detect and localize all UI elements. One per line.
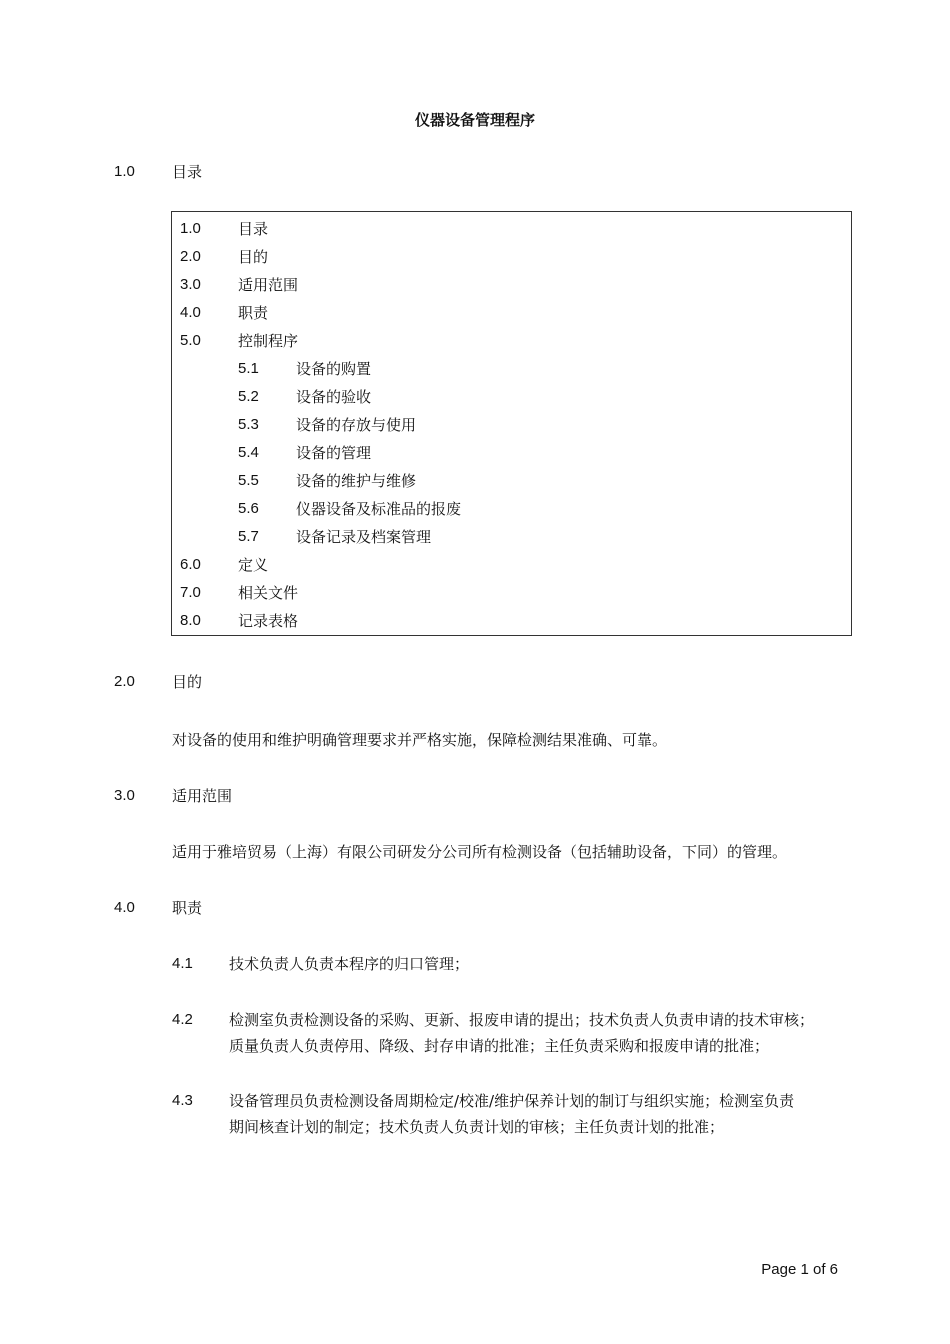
subsection-text-line: 质量负责人负责停用、降级、封存申请的批准；主任负责采购和报废申请的批准； bbox=[229, 1037, 770, 1055]
toc-item-label: 设备的维护与维修 bbox=[296, 472, 417, 490]
toc-item-number: 5.1 bbox=[238, 360, 259, 377]
toc-item-number: 7.0 bbox=[180, 584, 201, 601]
toc-item-label: 设备的验收 bbox=[296, 388, 372, 406]
toc-item-number: 4.0 bbox=[180, 304, 201, 321]
subsection-text: 技术负责人负责本程序的归口管理； bbox=[229, 955, 470, 973]
section-heading: 目的 bbox=[172, 673, 203, 691]
subsection-text-line: 期间核查计划的制定；技术负责人负责计划的审核；主任负责计划的批准； bbox=[229, 1118, 725, 1136]
toc-item-number: 5.6 bbox=[238, 500, 259, 517]
toc-item-number: 2.0 bbox=[180, 248, 201, 265]
section-number: 2.0 bbox=[114, 673, 135, 690]
toc-item-label: 定义 bbox=[238, 556, 269, 574]
document-title: 仪器设备管理程序 bbox=[414, 111, 535, 129]
toc-item-label: 适用范围 bbox=[238, 276, 299, 294]
subsection-text-line: 检测室负责检测设备的采购、更新、报废申请的提出；技术负责人负责申请的技术审核； bbox=[229, 1011, 815, 1029]
subsection-number: 4.3 bbox=[172, 1092, 193, 1109]
table-of-contents bbox=[171, 211, 852, 636]
toc-item-number: 5.4 bbox=[238, 444, 259, 461]
subsection-number: 4.1 bbox=[172, 955, 193, 972]
section-number: 4.0 bbox=[114, 899, 135, 916]
toc-item-number: 3.0 bbox=[180, 276, 201, 293]
toc-item-label: 设备的管理 bbox=[296, 444, 372, 462]
section-number: 3.0 bbox=[114, 787, 135, 804]
toc-item-label: 设备记录及档案管理 bbox=[296, 528, 432, 546]
toc-item-label: 设备的存放与使用 bbox=[296, 416, 417, 434]
toc-item-label: 仪器设备及标准品的报废 bbox=[296, 500, 462, 518]
toc-item-number: 5.0 bbox=[180, 332, 201, 349]
subsection-number: 4.2 bbox=[172, 1011, 193, 1028]
toc-item-number: 5.7 bbox=[238, 528, 259, 545]
section-number: 1.0 bbox=[114, 163, 135, 180]
page-number: Page 1 of 6 bbox=[761, 1261, 838, 1278]
toc-item-label: 目的 bbox=[238, 248, 269, 266]
section-heading: 适用范围 bbox=[172, 787, 233, 805]
toc-item-number: 6.0 bbox=[180, 556, 201, 573]
toc-item-label: 控制程序 bbox=[238, 332, 299, 350]
toc-item-label: 职责 bbox=[238, 304, 269, 322]
toc-item-label: 记录表格 bbox=[238, 612, 299, 630]
toc-item-label: 目录 bbox=[238, 220, 269, 238]
section-heading: 目录 bbox=[172, 163, 203, 181]
toc-item-number: 5.5 bbox=[238, 472, 259, 489]
toc-item-number: 5.2 bbox=[238, 388, 259, 405]
toc-item-number: 1.0 bbox=[180, 220, 201, 237]
toc-item-label: 相关文件 bbox=[238, 584, 299, 602]
section-body: 对设备的使用和维护明确管理要求并严格实施，保障检测结果准确、可靠。 bbox=[172, 731, 668, 749]
subsection-text-line: 设备管理员负责检测设备周期检定/校准/维护保养计划的制订与组织实施；检测室负责 bbox=[229, 1092, 795, 1110]
toc-item-number: 5.3 bbox=[238, 416, 259, 433]
section-body: 适用于雅培贸易（上海）有限公司研发分公司所有检测设备（包括辅助设备，下同）的管理。 bbox=[172, 843, 788, 861]
section-heading: 职责 bbox=[172, 899, 203, 917]
toc-item-number: 8.0 bbox=[180, 612, 201, 629]
toc-item-label: 设备的购置 bbox=[296, 360, 372, 378]
